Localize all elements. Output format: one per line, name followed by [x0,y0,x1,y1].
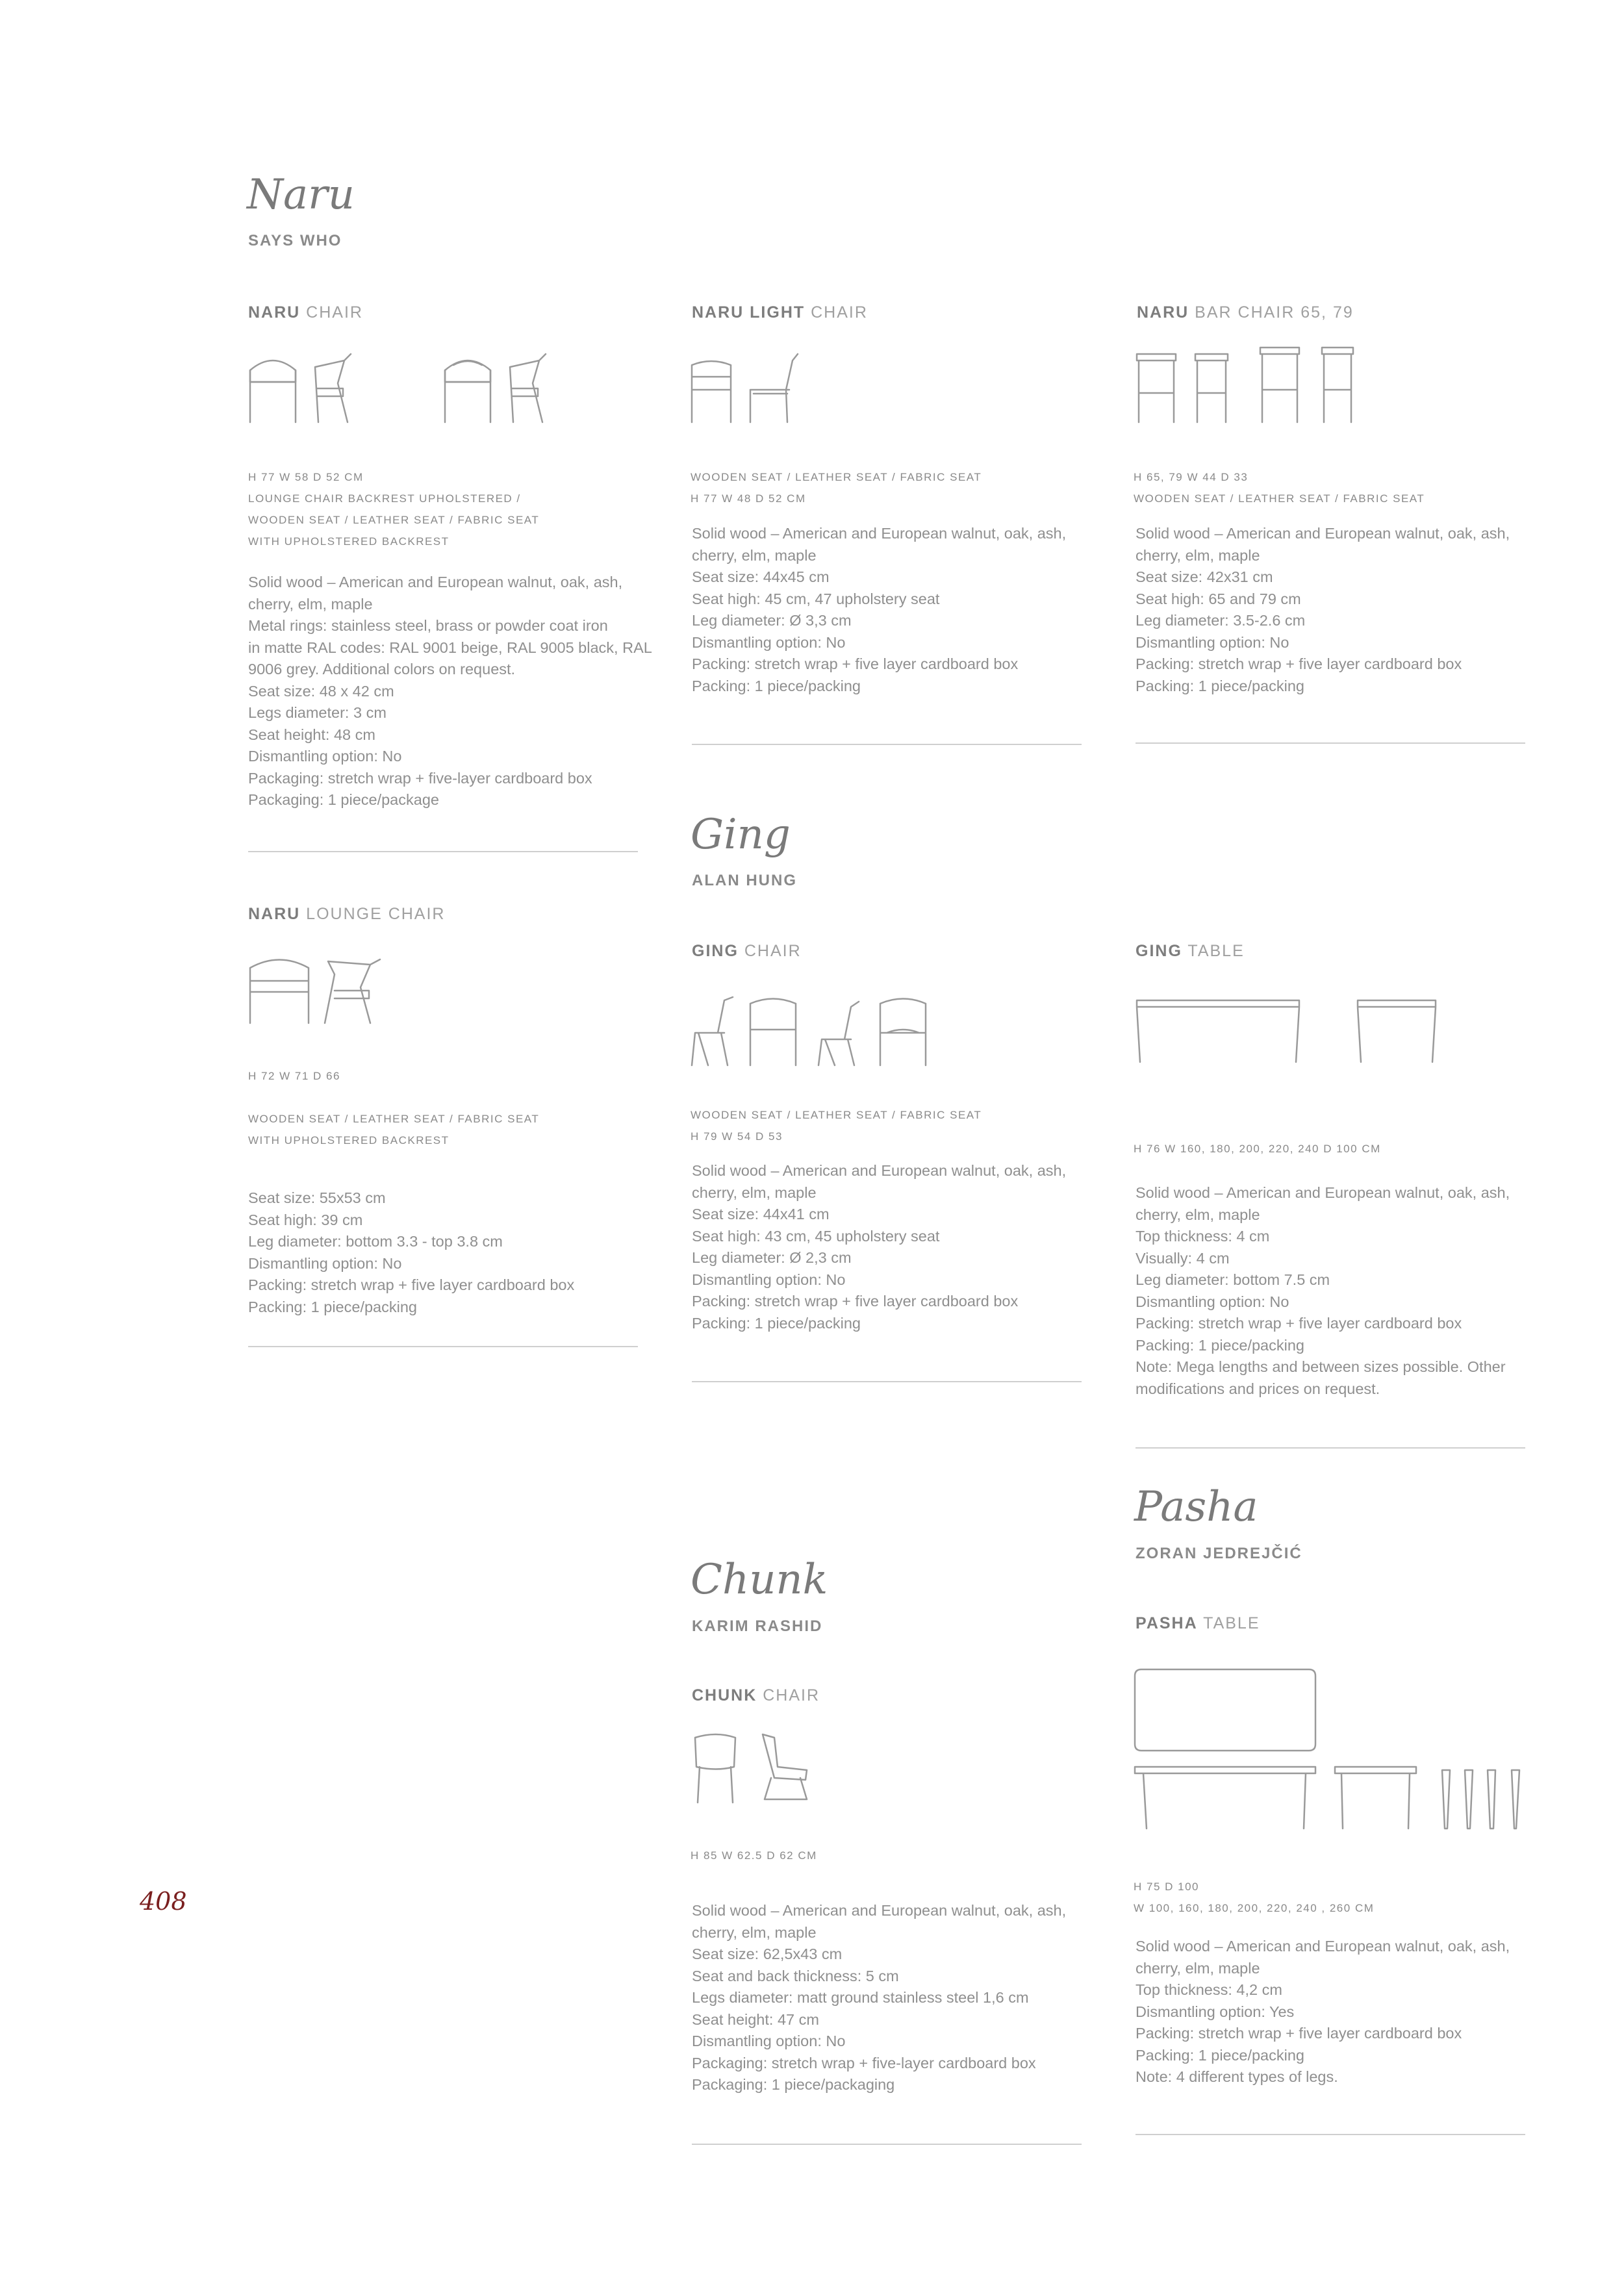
ging-chair-front-drawing [750,999,796,1066]
chunk-chair-side-drawing [763,1734,807,1799]
pasha-table-description: Solid wood – American and European walnut, oak, ash, cherry, elm, maple Top thickness: 4,2 cm Dismantling option: Yes Packing: stretch wrap + five layer cardboard box Packing: 1 piece/packing Note: 4 different types of legs. [1136,1938,1510,2085]
naru-lounge-chair-drawings [247,952,390,1026]
divider [1136,1447,1525,1449]
naru-title: Naru [247,171,355,219]
ging-chair-heading: GING CHAIR [692,942,802,960]
divider [692,1381,1082,1382]
pasha-table-long-drawing [1135,1767,1315,1829]
naru-chair-heading: NARU CHAIR [248,303,363,322]
ging-table-short-drawing [1358,1000,1436,1062]
ging-title: Ging [691,811,791,859]
divider [248,1346,638,1347]
naru-light-chair-description: Solid wood – American and European walnut, oak, ash, cherry, elm, maple Seat size: 44x45 cm Seat high: 45 cm, 47 upholstery seat Leg diameter: Ø 3,3 cm Dismantling option: No Packing: stretch wrap + five layer cardboard box Packing: 1 piece/packing [692,525,1067,694]
chunk-designer: KARIM RASHID [692,1617,823,1635]
ging-chair-side2-drawing [818,1002,859,1065]
naru-designer: SAYS WHO [248,232,342,249]
pasha-table-heading: PASHA TABLE [1136,1614,1260,1632]
naru-bar-chair-65-side-drawing [1195,354,1228,422]
chunk-title: Chunk [691,1556,828,1604]
naru-chair-upholstered-side-drawing [510,354,546,422]
pasha-table-drawings [1134,1666,1530,1835]
divider [248,851,638,852]
naru-light-chair-heading: NARU LIGHT CHAIR [692,303,868,322]
naru-light-chair-front-drawing [692,361,731,422]
divider [1136,742,1525,744]
chunk-chair-front-drawing [695,1734,735,1803]
ging-table-drawings [1134,994,1445,1069]
ging-designer: ALAN HUNG [692,872,797,889]
ging-chair-description: Solid wood – American and European walnut, oak, ash, cherry, elm, maple Seat size: 44x41 cm Seat high: 43 cm, 45 upholstery seat Leg diameter: Ø 2,3 cm Dismantling option: No Packing: stretch wrap + five layer cardboard box Packing: 1 piece/packing [692,1162,1067,1332]
chunk-chair-drawings [690,1731,820,1806]
ging-chair-side-drawing [692,997,733,1065]
naru-light-chair-drawings [689,351,806,425]
pasha-table-short-drawing [1335,1767,1416,1829]
divider [692,744,1082,745]
chunk-chair-heading: CHUNK CHAIR [692,1686,820,1704]
naru-lounge-chair-spec: WOODEN SEAT / LEATHER SEAT / FABRIC SEAT WITH UPHOLSTERED BACKREST [248,1113,540,1146]
naru-chair-side-drawing [315,354,351,422]
divider [1136,2134,1525,2135]
pasha-title: Pasha [1134,1483,1258,1531]
ging-chair-drawings [689,994,935,1069]
naru-chair-upholstered-front-drawing [445,361,490,422]
naru-bar-chair-drawings [1134,344,1361,425]
naru-light-chair-side-drawing [750,354,798,422]
ging-table-heading: GING TABLE [1136,942,1245,960]
page-number: 408 [140,1887,187,1916]
naru-lounge-chair-description: Seat size: 55x53 cm Seat high: 39 cm Leg diameter: bottom 3.3 - top 3.8 cm Dismantling option: No Packing: stretch wrap + five layer cardboard box Packing: 1 piece/packing [248,1189,575,1315]
pasha-designer: ZORAN JEDREJČIĆ [1136,1545,1302,1562]
naru-chair-drawings [247,351,585,425]
chunk-chair-spec: H 85 W 62.5 D 62 CM [691,1849,817,1862]
ging-table-spec: H 76 W 160, 180, 200, 220, 240 D 100 CM [1134,1143,1381,1155]
naru-bar-chair-79-side-drawing [1322,348,1353,422]
ging-chair-spec: WOODEN SEAT / LEATHER SEAT / FABRIC SEAT H 79 W 54 D 53 [691,1109,982,1143]
naru-bar-chair-description: Solid wood – American and European walnut, oak, ash, cherry, elm, maple Seat size: 42x31 cm Seat high: 65 and 79 cm Leg diameter: 3.5-2.6 cm Dismantling option: No Packing: stretch wrap + five layer cardboard box Packing: 1 piece/packing [1136,525,1510,694]
naru-chair-description: Solid wood – American and European walnut, oak, ash, cherry, elm, maple Metal rings: stainless steel, brass or powder coat iron in matte RAL codes: RAL 9001 beige, RAL 9005 black, RAL 9006 grey. Additional colors on request. Seat size: 48 x 42 cm Legs diameter: 3 cm Seat height: 48 cm Dismantling option: No Packaging: stretch wrap + five-layer cardboard box Packaging: 1 piece/package [248,574,652,808]
naru-bar-chair-heading: NARU BAR CHAIR 65, 79 [1137,303,1354,322]
naru-lounge-chair-front-drawing [250,960,309,1024]
naru-lounge-chair-side-drawing [325,959,380,1023]
ging-table-description: Solid wood – American and European walnut, oak, ash, cherry, elm, maple Top thickness: 4 cm Visually: 4 cm Leg diameter: bottom 7.5 cm Dismantling option: No Packing: stretch wrap + five layer cardboard box Packing: 1 piece/packing Note: Mega lengths and between sizes possible. Other modifications and prices on request. [1136,1184,1510,1397]
naru-bar-chair-65-front-drawing [1137,354,1176,422]
naru-lounge-chair-dimensions: H 72 W 71 D 66 [248,1070,340,1082]
pasha-table-spec: H 75 D 100 W 100, 160, 180, 200, 220, 240 , 260 CM [1134,1881,1375,1914]
divider [692,2144,1082,2145]
naru-bar-chair-79-front-drawing [1260,348,1299,422]
naru-chair-front-drawing [250,361,296,422]
naru-bar-chair-spec: H 65, 79 W 44 D 33 WOODEN SEAT / LEATHER SEAT / FABRIC SEAT [1134,471,1425,505]
naru-lounge-chair-heading: NARU LOUNGE CHAIR [248,905,446,923]
naru-light-chair-spec: WOODEN SEAT / LEATHER SEAT / FABRIC SEAT H 77 W 48 D 52 CM [691,471,982,505]
pasha-table-top-view-drawing [1135,1669,1315,1751]
ging-table-long-drawing [1137,1000,1299,1062]
naru-chair-spec: H 77 W 58 D 52 CM LOUNGE CHAIR BACKREST UPHOLSTERED / WOODEN SEAT / LEATHER SEAT / FABRIC SEAT WITH UPHOLSTERED BACKREST [248,471,540,548]
chunk-chair-description: Solid wood – American and European walnut, oak, ash, cherry, elm, maple Seat size: 62,5x43 cm Seat and back thickness: 5 cm Legs diameter: matt ground stainless steel 1,6 cm Seat height: 47 cm Dismantling option: No Packaging: stretch wrap + five-layer cardboard box Packaging: 1 piece/packaging [692,1902,1067,2093]
pasha-table-legs-drawing [1442,1770,1519,1829]
ging-chair-upholstered-front-drawing [880,999,926,1066]
